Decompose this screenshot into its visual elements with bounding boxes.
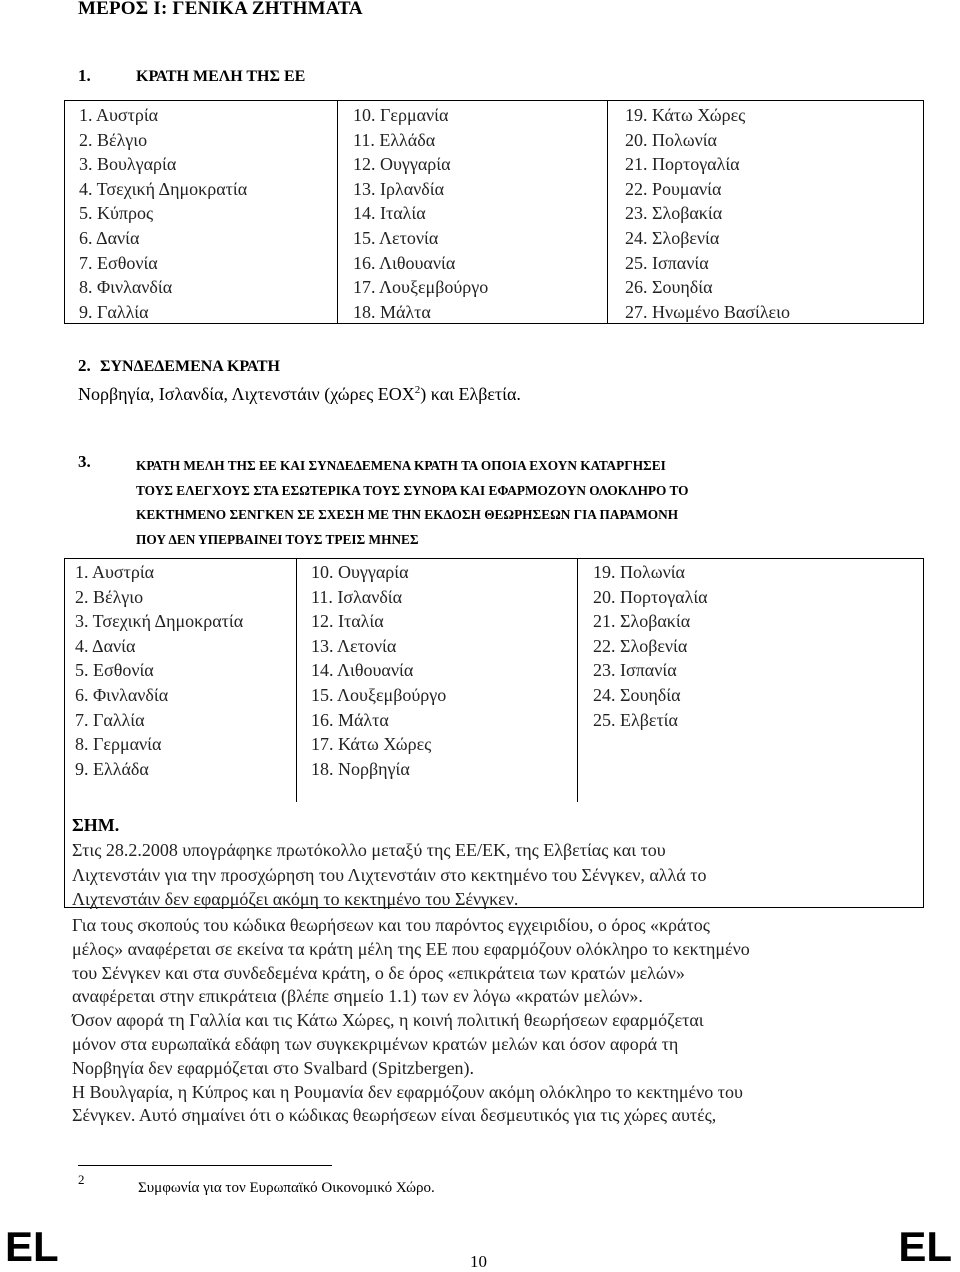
country-entry: 3. Βουλγαρία (79, 154, 177, 175)
note-line: Λιχτενστάιν για την προσχώρηση του Λιχτενστάιν στο κεκτημένο του Σένγκεν, αλλά το (72, 864, 707, 885)
section3-title (136, 454, 916, 552)
country-entry: 9. Γαλλία (79, 301, 149, 322)
country-entry: 27. Ηνωμένο Βασίλειο (625, 301, 790, 322)
member-states-col1 (79, 103, 247, 324)
country-entry: 2. Βέλγιο (79, 129, 148, 150)
country-entry: 5. Κύπρος (79, 203, 154, 224)
country-entry: 12. Ιταλία (311, 611, 384, 632)
country-entry: 7. Γαλλία (75, 709, 145, 730)
country-entry: 22. Ρουμανία (625, 178, 722, 199)
country-entry: 26. Σουηδία (625, 277, 713, 298)
country-entry: 13. Ιρλανδία (353, 178, 445, 199)
country-entry: 19. Κάτω Χώρες (625, 105, 746, 125)
associated-states-text (78, 384, 521, 405)
column-divider (296, 559, 297, 802)
section3-title-line: ΚΕΚΤΗΜΕΝΟ ΣΕΝΓΚΕΝ ΣΕ ΣΧΕΣΗ ΜΕ ΤΗΝ ΕΚΔΟΣΗ ΘΕΩΡΗΣΕΩΝ ΓΙΑ ΠΑΡΑΜΟΝΗ (136, 507, 679, 523)
body-line: μέλος» αναφέρεται σε εκείνα τα κράτη μέλη της ΕΕ που εφαρμόζουν ολόκληρο το κεκτημένο (72, 938, 750, 959)
country-entry: 15. Λετονία (353, 227, 439, 248)
footnote-reference[interactable]: 2 (414, 384, 421, 396)
country-entry: 25. Ισπανία (625, 252, 709, 273)
country-entry: 22. Σλοβενία (593, 635, 688, 656)
member-states-col3 (625, 103, 790, 324)
body-line: αναφέρεται στην επικράτεια (βλέπε σημείο 1.1) των εν λόγω «κρατών μελών». (72, 986, 643, 1007)
country-entry: 18. Μάλτα (353, 301, 431, 322)
section1-title: ΚΡΑΤΗ ΜΕΛΗ ΤΗΣ ΕΕ (136, 68, 306, 85)
country-entry: 23. Σλοβακία (625, 203, 723, 224)
country-entry: 25. Ελβετία (593, 709, 678, 730)
schengen-states-col3 (593, 560, 708, 732)
body-line: Νορβηγία δεν εφαρμόζεται στο Svalbard (Spitzbergen). (72, 1057, 475, 1078)
section2-title: ΣΥΝΔΕΔΕΜΕΝΑ ΚΡΑΤΗ (100, 358, 280, 375)
country-entry: 5. Εσθονία (75, 660, 154, 681)
country-entry: 20. Πορτογαλία (593, 586, 708, 607)
member-states-col2 (353, 103, 488, 324)
country-entry: 17. Κάτω Χώρες (311, 734, 432, 755)
country-entry: 24. Σουηδία (593, 684, 681, 705)
column-divider (607, 101, 608, 323)
page-number: 10 (470, 1252, 487, 1271)
note-line: Λιχτενστάιν δεν εφαρμόζει ακόμη το κεκτημένο του Σένγκεν. (72, 889, 519, 910)
body-line: του Σένγκεν και στα συνδεδεμένα κράτη, ο δε όρος «επικράτεια των κρατών μελών» (72, 962, 685, 983)
country-entry: 10. Ουγγαρία (311, 562, 409, 582)
body-line: μόνον στα ευρωπαϊκά εδάφη των συγκεκριμένων κρατών μελών και όσον αφορά τη (72, 1033, 679, 1054)
section2-number: 2. (78, 356, 91, 375)
country-entry: 10. Γερμανία (353, 105, 449, 125)
country-entry: 9. Ελλάδα (75, 758, 149, 779)
country-entry: 4. Τσεχική Δημοκρατία (79, 178, 248, 199)
country-entry: 6. Δανία (79, 227, 140, 248)
body-line: Σένγκεν. Αυτό σημαίνει ότι ο κώδικας θεωρήσεων είναι δεσμευτικός για τις χώρες αυτές, (72, 1105, 717, 1126)
country-entry: 8. Φινλανδία (79, 277, 173, 298)
body-line: Όσον αφορά τη Γαλλία και τις Κάτω Χώρες, η κοινή πολιτική θεωρήσεων εφαρμόζεται (72, 1010, 704, 1031)
column-divider (337, 101, 338, 323)
section2-heading (78, 356, 280, 376)
schengen-states-col2 (311, 560, 446, 781)
country-entry: 14. Λιθουανία (311, 660, 414, 681)
country-entry: 1. Αυστρία (79, 105, 159, 125)
section3-title-line: ΚΡΑΤΗ ΜΕΛΗ ΤΗΣ ΕΕ ΚΑΙ ΣΥΝΔΕΔΕΜΕΝΑ ΚΡΑΤΗ ΤΑ ΟΠΟΙΑ ΕΧΟΥΝ ΚΑΤΑΡΓΗΣΕΙ (136, 458, 666, 473)
associated-states-text-after: ) και Ελβετία. (420, 384, 521, 404)
country-entry: 19. Πολωνία (593, 562, 685, 582)
country-entry: 21. Σλοβακία (593, 611, 691, 632)
note-line: Στις 28.2.2008 υπογράφηκε πρωτόκολλο μεταξύ της ΕΕ/ΕΚ, της Ελβετίας και του (72, 840, 666, 860)
country-entry: 11. Ελλάδα (353, 129, 436, 150)
footnote-number: 2 (78, 1172, 85, 1187)
country-entry: 13. Λετονία (311, 635, 397, 656)
country-entry: 4. Δανία (75, 635, 136, 656)
country-entry: 7. Εσθονία (79, 252, 158, 273)
body-line: Για τους σκοπούς του κώδικα θεωρήσεων και του παρόντος εγχειριδίου, ο όρος «κράτος (72, 915, 710, 935)
country-entry: 6. Φινλανδία (75, 684, 169, 705)
schengen-states-col1 (75, 560, 243, 781)
body-paragraphs (72, 914, 922, 1128)
country-entry: 11. Ισλανδία (311, 586, 403, 607)
column-divider (577, 559, 578, 802)
member-states-table (64, 100, 924, 324)
note-label: ΣΗΜ. (72, 815, 120, 835)
associated-states-text-before: Νορβηγία, Ισλανδία, Λιχτενστάιν (χώρες ΕΟΧ (78, 384, 415, 404)
country-entry: 17. Λουξεμβούργο (353, 277, 489, 298)
country-entry: 15. Λουξεμβούργο (311, 684, 447, 705)
country-entry: 18. Νορβηγία (311, 758, 410, 779)
country-entry: 14. Ιταλία (353, 203, 426, 224)
language-code-right: EL (898, 1223, 952, 1270)
country-entry: 12. Ουγγαρία (353, 154, 451, 175)
country-entry: 16. Μάλτα (311, 709, 389, 730)
country-entry: 24. Σλοβενία (625, 227, 720, 248)
country-entry: 23. Ισπανία (593, 660, 677, 681)
section1-number: 1. (78, 66, 91, 85)
section3-title-line: ΤΟΥΣ ΕΛΕΓΧΟΥΣ ΣΤΑ ΕΣΩΤΕΡΙΚΑ ΤΟΥΣ ΣΥΝΟΡΑ ΚΑΙ ΕΦΑΡΜΟΖΟΥΝ ΟΛΟΚΛΗΡΟ ΤΟ (136, 482, 689, 498)
footnote-separator (78, 1165, 332, 1166)
country-entry: 16. Λιθουανία (353, 252, 456, 273)
body-line: Η Βουλγαρία, η Κύπρος και η Ρουμανία δεν εφαρμόζουν ακόμη ολόκληρο το κεκτημένο του (72, 1081, 743, 1102)
country-entry: 20. Πολωνία (625, 129, 717, 150)
section3-title-line: ΠΟΥ ΔΕΝ ΥΠΕΡΒΑΙΝΕΙ ΤΟΥΣ ΤΡΕΙΣ ΜΗΝΕΣ (136, 531, 419, 547)
country-entry: 21. Πορτογαλία (625, 154, 740, 175)
footnote-text: Συμφωνία για τον Ευρωπαϊκό Οικονομικό Χώρο. (138, 1180, 435, 1196)
country-entry: 8. Γερμανία (75, 734, 162, 755)
country-entry: 2. Βέλγιο (75, 586, 144, 607)
country-entry: 1. Αυστρία (75, 562, 155, 582)
section3-number: 3. (78, 452, 91, 471)
schengen-states-table (64, 558, 924, 802)
part-title: ΜΕΡΟΣ Ι: ΓΕΝΙΚΑ ΖΗΤΗΜΑΤΑ (78, 0, 363, 19)
country-entry: 3. Τσεχική Δημοκρατία (75, 611, 244, 632)
note-text (72, 838, 920, 912)
section1-heading (78, 66, 305, 86)
language-code-left: EL (5, 1223, 59, 1270)
